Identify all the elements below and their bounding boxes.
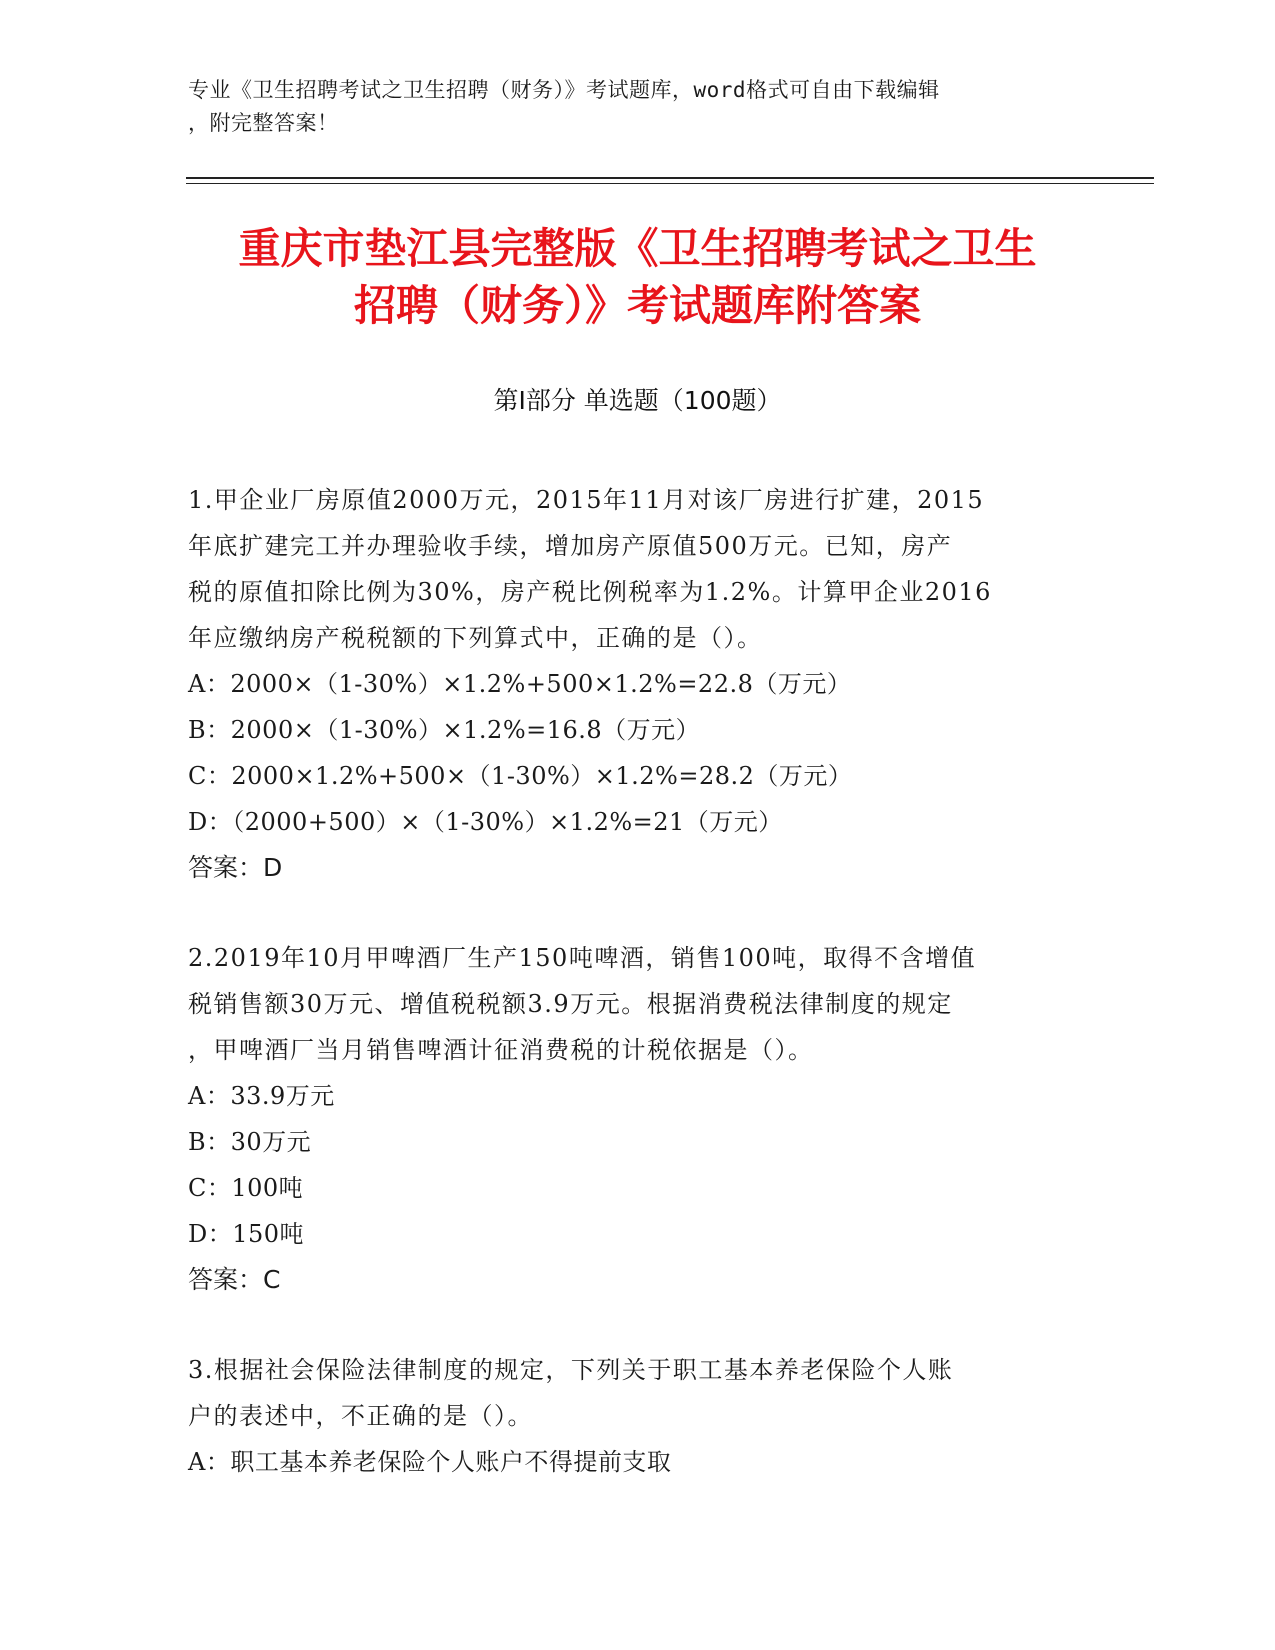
title-line-1: 重庆市垫江县完整版《卫生招聘考试之卫生: [238, 224, 1037, 273]
option-b: B：30万元: [188, 1128, 312, 1156]
question-stem-line: 年应缴纳房产税税额的下列算式中，正确的是（）。: [188, 624, 763, 652]
question-stem-line: 税销售额30万元、增值税税额3.9万元。根据消费税法律制度的规定: [188, 990, 953, 1018]
question-3: [188, 1347, 1088, 1485]
header-divider-thin: [186, 183, 1154, 184]
question-stem-line: 年底扩建完工并办理验收手续，增加房产原值500万元。已知，房产: [188, 532, 953, 560]
title-line-2: 招聘（财务）》考试题库附答案: [353, 281, 921, 330]
option-a: A：2000×（1-30%）×1.2%+500×1.2%=22.8（万元）: [188, 670, 852, 698]
option-a: A：33.9万元: [188, 1082, 335, 1110]
section-heading: 第Ⅰ部分 单选题（100题）: [493, 386, 782, 415]
question-stem-line: 3.根据社会保险法律制度的规定，下列关于职工基本养老保险个人账: [188, 1356, 954, 1384]
option-c: C：100吨: [188, 1174, 304, 1202]
question-1: [188, 477, 1088, 891]
answer-label: 答案：C: [188, 1265, 281, 1294]
option-d: D：150吨: [188, 1220, 305, 1248]
option-b: B：2000×（1-30%）×1.2%=16.8（万元）: [188, 716, 701, 744]
header-note-line-1: 专业《卫生招聘考试之卫生招聘（财务）》考试题库，word格式可自由下载编辑: [188, 78, 940, 102]
answer-label: 答案：D: [188, 853, 283, 882]
document-header-note: [188, 74, 1068, 140]
question-stem-line: ，甲啤酒厂当月销售啤酒计征消费税的计税依据是（）。: [188, 1036, 814, 1064]
question-list: [188, 477, 1088, 1485]
option-a: A：职工基本养老保险个人账户不得提前支取: [188, 1448, 672, 1476]
question-stem-line: 户的表述中，不正确的是（）。: [188, 1402, 533, 1430]
header-note-line-2: ，附完整答案！: [188, 111, 339, 135]
option-d: D：（2000+500）×（1-30%）×1.2%=21（万元）: [188, 808, 783, 836]
question-stem-line: 2.2019年10月甲啤酒厂生产150吨啤酒，销售100吨，取得不含增值: [188, 944, 977, 972]
question-spacer: [188, 891, 1088, 935]
question-stem-line: 1.甲企业厂房原值2000万元，2015年11月对该厂房进行扩建，2015: [188, 486, 985, 514]
header-divider-thick: [186, 177, 1154, 179]
question-spacer: [188, 1303, 1088, 1347]
option-c: C：2000×1.2%+500×（1-30%）×1.2%=28.2（万元）: [188, 762, 853, 790]
document-title: [160, 220, 1115, 334]
question-stem-line: 税的原值扣除比例为30%，房产税比例税率为1.2%。计算甲企业2016: [188, 578, 992, 606]
question-2: [188, 935, 1088, 1303]
